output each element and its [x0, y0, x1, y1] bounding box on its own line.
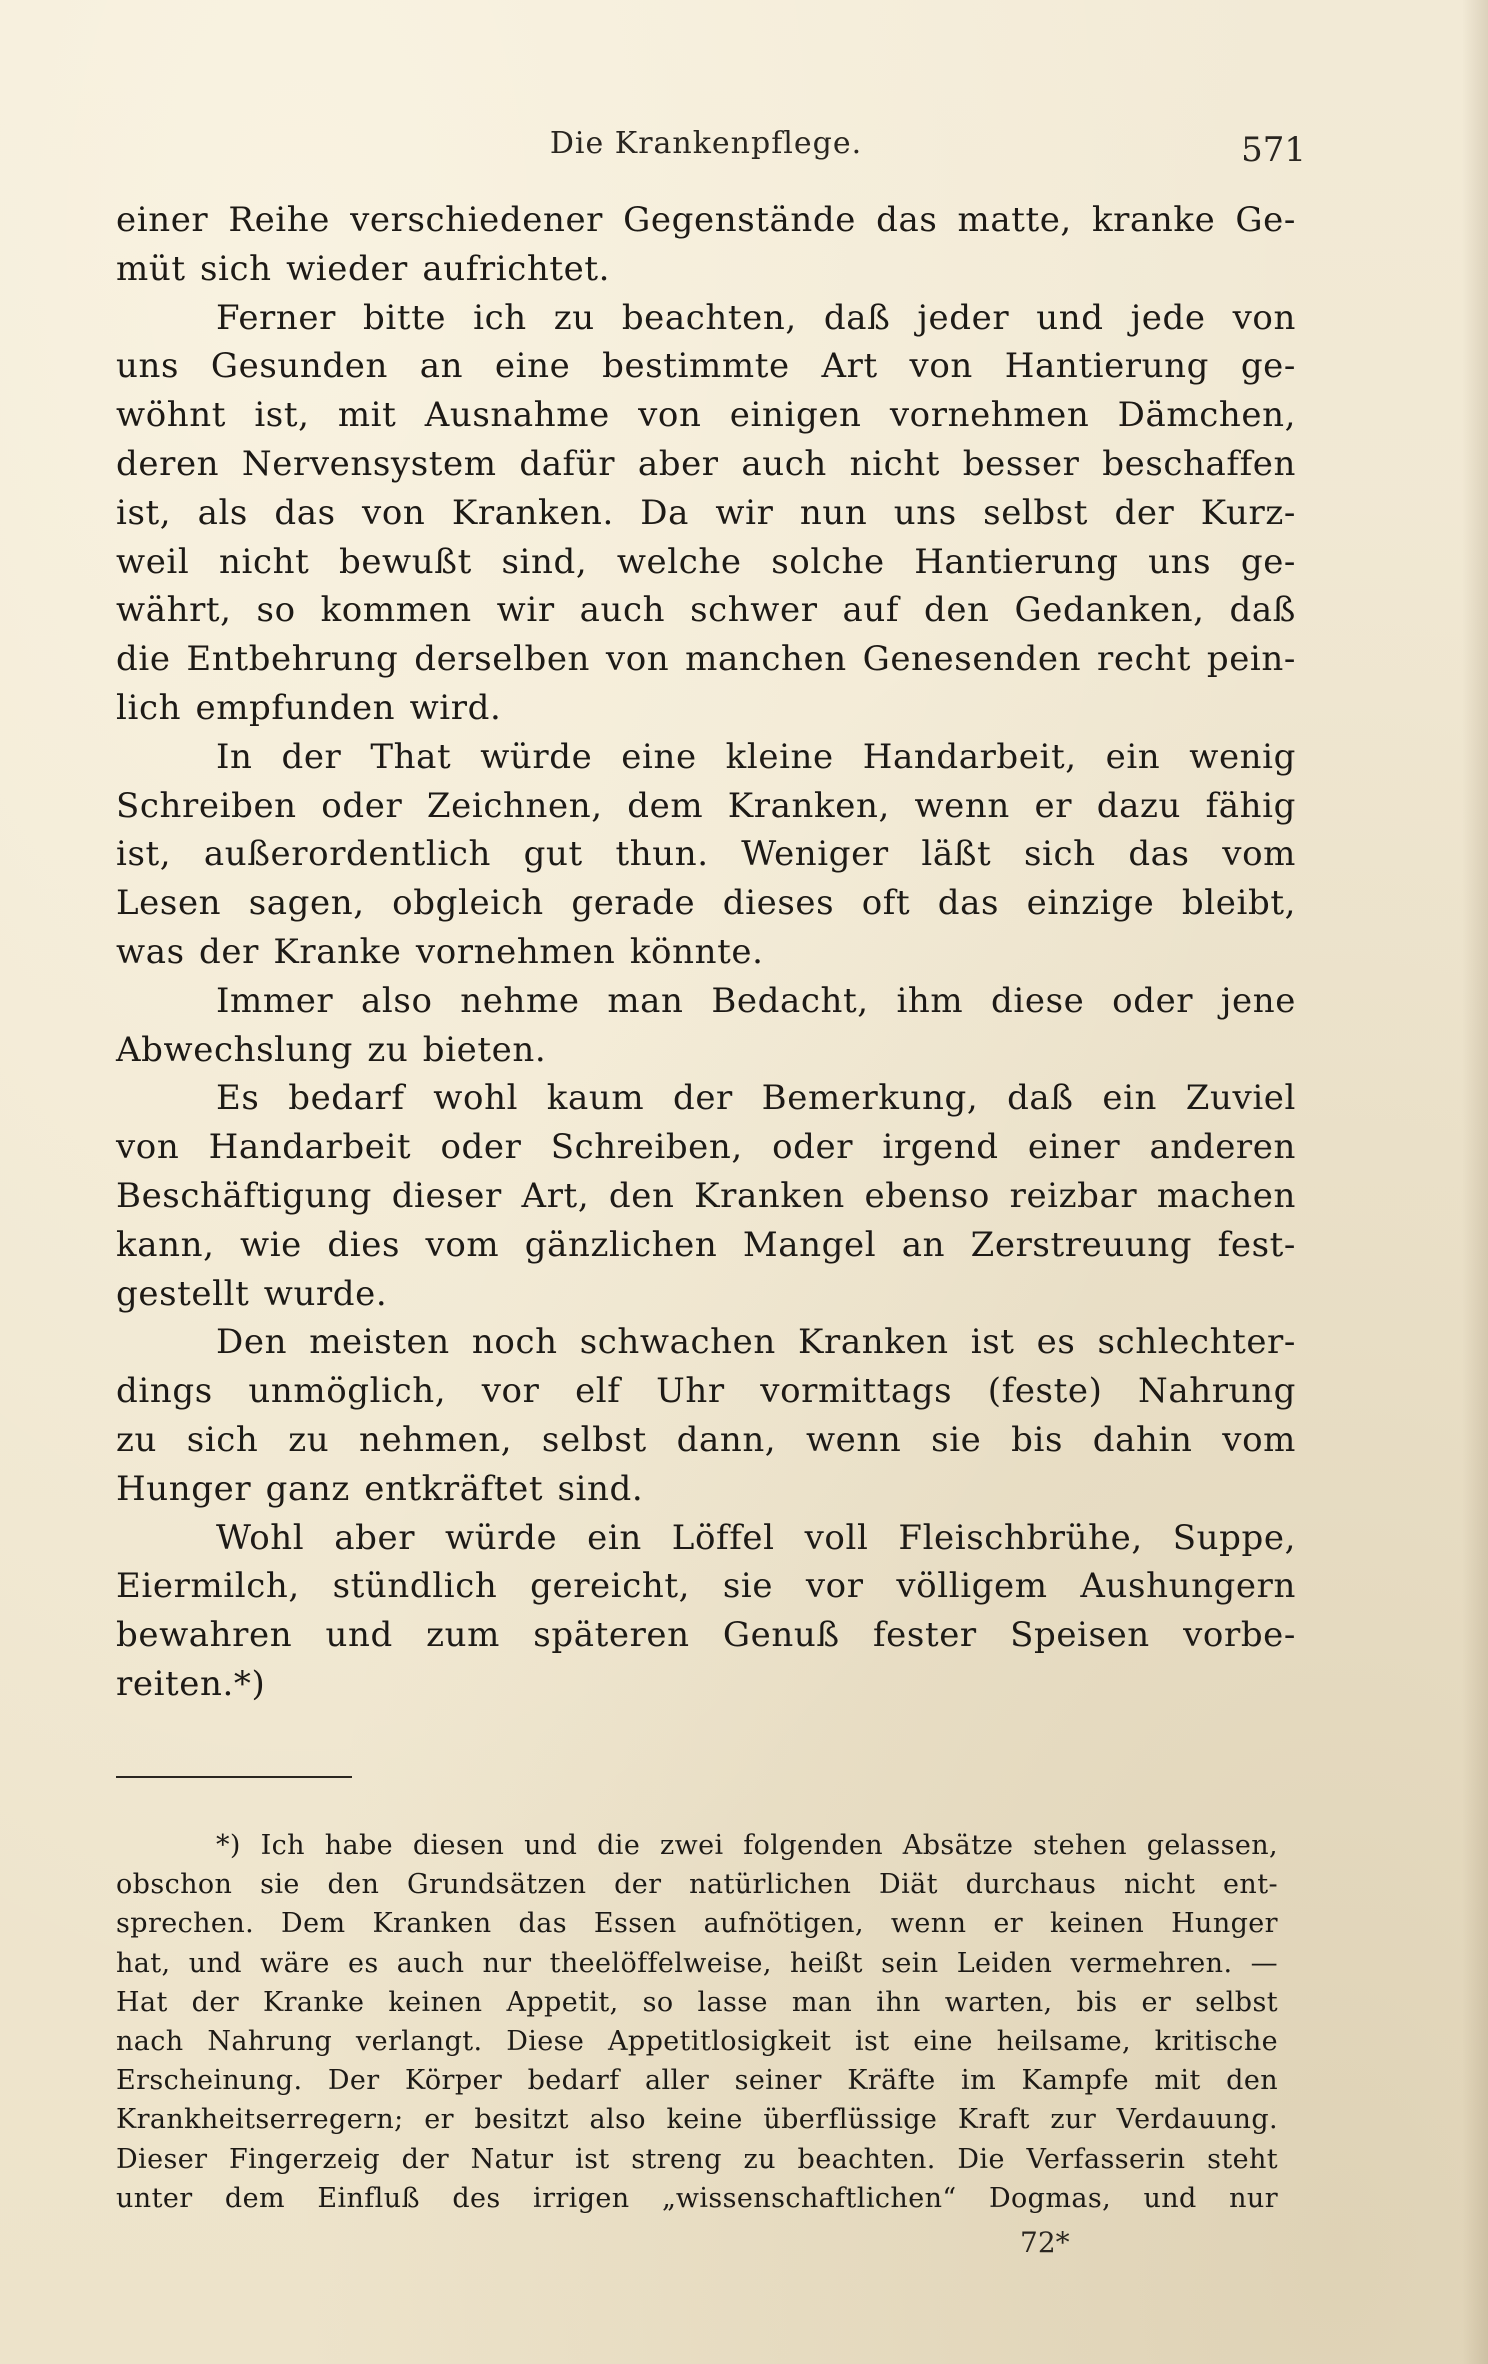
text-line: von Handarbeit oder Schreiben, oder irgend einer anderen: [116, 1127, 1296, 1168]
text-line: Schreiben oder Zeichnen, dem Kranken, wenn er dazu fähig: [116, 785, 1296, 826]
footnote-line: Erscheinung. Der Körper bedarf aller seiner Kräfte im Kampfe mit den: [116, 2065, 1278, 2097]
paragraph: [116, 977, 1296, 1075]
page-header: [116, 118, 1306, 170]
paragraph: [116, 294, 1296, 733]
paragraph: [116, 196, 1296, 294]
footnote-line: Krankheitserregern; er besitzt also keine überflüssige Kraft zur Verdauung.: [116, 2104, 1278, 2136]
text-line: Wohl aber würde ein Löffel voll Fleischbrühe, Suppe,: [216, 1517, 1296, 1558]
text-line: gestellt wurde.: [116, 1273, 388, 1314]
footnote: [116, 1826, 1278, 2218]
paragraph: [116, 1514, 1296, 1709]
footnote-line: obschon sie den Grundsätzen der natürlichen Diät durchaus nicht ent-: [116, 1869, 1278, 1901]
text-line: was der Kranke vornehmen könnte.: [116, 931, 764, 972]
text-line: Hunger ganz entkräftet sind.: [116, 1468, 644, 1509]
text-line: bewahren und zum späteren Genuß fester Speisen vorbe-: [116, 1615, 1296, 1656]
text-line: reiten.*): [116, 1663, 266, 1704]
text-line: Ferner bitte ich zu beachten, daß jeder und jede von: [216, 297, 1296, 338]
text-line: Es bedarf wohl kaum der Bemerkung, daß ein Zuviel: [216, 1078, 1296, 1119]
text-line: müt sich wieder aufrichtet.: [116, 248, 610, 289]
text-line: einer Reihe verschiedener Gegenstände das matte, kranke Ge-: [116, 200, 1296, 240]
footnote-line: sprechen. Dem Kranken das Essen aufnötigen, wenn er keinen Hunger: [116, 1908, 1278, 1940]
text-line: lich empfunden wird.: [116, 687, 502, 728]
running-head: Die Krankenpflege.: [549, 126, 863, 161]
text-line: Immer also nehme man Bedacht, ihm diese oder jene: [216, 980, 1296, 1021]
text-line: uns Gesunden an eine bestimmte Art von Hantierung ge-: [116, 346, 1296, 387]
text-line: Beschäftigung dieser Art, den Kranken ebenso reizbar machen: [116, 1175, 1296, 1216]
body-text: [116, 196, 1296, 1709]
text-line: die Entbehrung derselben von manchen Genesenden recht pein-: [116, 639, 1296, 680]
footnote-line: nach Nahrung verlangt. Diese Appetitlosigkeit ist eine heilsame, kritische: [116, 2026, 1278, 2058]
text-line: ist, als das von Kranken. Da wir nun uns selbst der Kurz-: [116, 492, 1296, 533]
text-line: kann, wie dies vom gänzlichen Mangel an Zerstreuung fest-: [116, 1224, 1296, 1265]
footnote-divider: [116, 1776, 352, 1778]
text-line: zu sich zu nehmen, selbst dann, wenn sie bis dahin vom: [116, 1419, 1296, 1460]
footnote-line: unter dem Einfluß des irrigen „wissenschaftlichen“ Dogmas, und nur: [116, 2182, 1278, 2214]
paragraph: [116, 1318, 1296, 1513]
text-line: Lesen sagen, obgleich gerade dieses oft das einzige bleibt,: [116, 883, 1296, 924]
text-line: dings unmöglich, vor elf Uhr vormittags (feste) Nahrung: [116, 1371, 1296, 1412]
page-edge-shadow: [1462, 0, 1488, 2364]
text-line: Den meisten noch schwachen Kranken ist es schlechter-: [216, 1322, 1296, 1363]
text-line: ist, außerordentlich gut thun. Weniger läßt sich das vom: [116, 834, 1296, 875]
footnote-line: Hat der Kranke keinen Appetit, so lasse man ihn warten, bis er selbst: [116, 1986, 1278, 2018]
paragraph: [116, 1074, 1296, 1318]
text-line: wöhnt ist, mit Ausnahme von einigen vornehmen Dämchen,: [116, 395, 1296, 436]
text-line: In der That würde eine kleine Handarbeit, ein wenig: [216, 736, 1296, 777]
text-line: Abwechslung zu bieten.: [116, 1029, 547, 1070]
page-number: 571: [1241, 130, 1306, 170]
text-line: weil nicht bewußt sind, welche solche Hantierung uns ge-: [116, 541, 1296, 582]
paragraph: [116, 733, 1296, 977]
text-line: Eiermilch, stündlich gereicht, sie vor völligem Aushungern: [116, 1566, 1296, 1607]
text-line: deren Nervensystem dafür aber auch nicht besser beschaffen: [116, 443, 1296, 484]
footnote-line: hat, und wäre es auch nur theelöffelweise, heißt sein Leiden vermehren. —: [116, 1947, 1278, 1979]
footnote-line: Dieser Fingerzeig der Natur ist streng zu beachten. Die Verfasserin steht: [116, 2143, 1278, 2175]
text-line: währt, so kommen wir auch schwer auf den Gedanken, daß: [116, 590, 1296, 631]
footnote-paragraph: [116, 1826, 1278, 2218]
footnote-line: *) Ich habe diesen und die zwei folgenden Absätze stehen gelassen,: [216, 1830, 1278, 1861]
signature-mark: 72*: [1020, 2226, 1070, 2259]
